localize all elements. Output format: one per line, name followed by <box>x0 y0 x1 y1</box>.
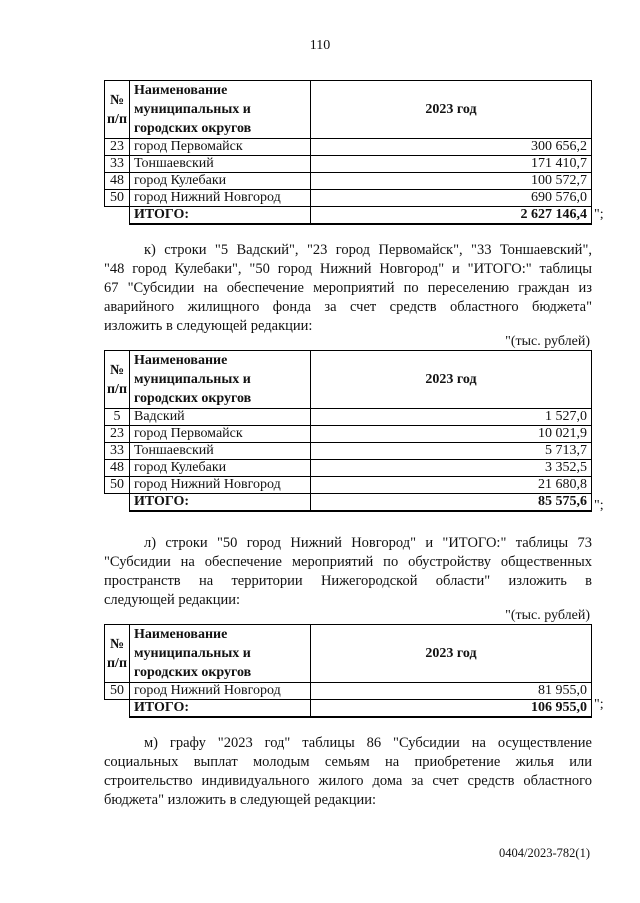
row-value: 1 527,0 <box>311 409 592 426</box>
table-row <box>105 139 592 156</box>
table-header <box>105 625 592 683</box>
table-row <box>105 190 592 207</box>
row-name: город Нижний Новгород <box>130 190 311 207</box>
row-value: 171 410,7 <box>311 156 592 173</box>
total-label: ИТОГО: <box>130 700 311 718</box>
row-name: город Нижний Новгород <box>130 477 311 494</box>
paragraph-line: пространств на территории Нижегородской области" изложить в <box>104 573 592 589</box>
paragraph-line: социальных выплат молодым семьям на приобретение жилья или <box>104 754 592 770</box>
table-row <box>105 173 592 190</box>
row-num: 33 <box>105 156 130 173</box>
total-label: ИТОГО: <box>130 207 311 225</box>
row-name: Вадский <box>130 409 311 426</box>
header-year: 2023 год <box>311 351 592 409</box>
paragraph-line: изложить в следующей редакции: <box>104 318 313 334</box>
row-value: 81 955,0 <box>311 683 592 700</box>
row-num: 23 <box>105 426 130 443</box>
table-1 <box>104 80 592 225</box>
unit-label: "(тыс. рублей) <box>505 608 590 623</box>
header-name: Наименование муниципальных и городских округов <box>130 625 311 683</box>
row-value: 3 352,5 <box>311 460 592 477</box>
paragraph-line: к) строки "5 Вадский", "23 город Первомайск", "33 Тоншаевский", <box>144 242 592 258</box>
paragraph-m <box>104 734 592 810</box>
row-name: город Первомайск <box>130 139 311 156</box>
row-name: город Нижний Новгород <box>130 683 311 700</box>
row-value: 100 572,7 <box>311 173 592 190</box>
row-num: 33 <box>105 443 130 460</box>
row-num: 50 <box>105 477 130 494</box>
row-num: 48 <box>105 173 130 190</box>
total-value: 2 627 146,4 <box>311 207 592 225</box>
table-row <box>105 409 592 426</box>
paragraph-l <box>104 534 592 610</box>
row-num: 5 <box>105 409 130 426</box>
header-num: № п/п <box>105 81 130 139</box>
total-row <box>105 700 592 718</box>
row-value: 690 576,0 <box>311 190 592 207</box>
table-3-tail: "; <box>594 697 604 712</box>
row-num: 50 <box>105 683 130 700</box>
unit-label: "(тыс. рублей) <box>505 334 590 349</box>
page-number: 110 <box>309 38 331 53</box>
paragraph-line: л) строки "50 город Нижний Новгород" и "ИТОГО:" таблицы 73 <box>144 535 592 551</box>
table-2 <box>104 350 592 512</box>
paragraph-k <box>104 241 592 336</box>
document-code: 0404/2023-782(1) <box>499 846 590 860</box>
header-year: 2023 год <box>311 81 592 139</box>
row-num: 50 <box>105 190 130 207</box>
table-row <box>105 426 592 443</box>
row-num: 23 <box>105 139 130 156</box>
total-value: 85 575,6 <box>311 494 592 512</box>
table-row <box>105 477 592 494</box>
row-name: город Кулебаки <box>130 173 311 190</box>
row-value: 10 021,9 <box>311 426 592 443</box>
header-num: № п/п <box>105 351 130 409</box>
table-row <box>105 443 592 460</box>
paragraph-line: аварийного жилищного фонда за счет средств областного бюджета" <box>104 299 592 315</box>
table-3 <box>104 624 592 718</box>
paragraph-line: "48 город Кулебаки", "50 город Нижний Новгород" и "ИТОГО:" таблицы <box>104 261 592 277</box>
row-name: город Кулебаки <box>130 460 311 477</box>
total-label: ИТОГО: <box>130 494 311 512</box>
total-row <box>105 207 592 225</box>
table-1-tail: "; <box>594 207 604 222</box>
paragraph-line: м) графу "2023 год" таблицы 86 "Субсидии на осуществление <box>144 735 592 751</box>
header-name: Наименование муниципальных и городских округов <box>130 351 311 409</box>
table-row <box>105 460 592 477</box>
row-name: город Первомайск <box>130 426 311 443</box>
row-value: 21 680,8 <box>311 477 592 494</box>
total-row <box>105 494 592 512</box>
row-value: 300 656,2 <box>311 139 592 156</box>
paragraph-line: строительство индивидуального жилого дома за счет средств областного <box>104 773 592 789</box>
table-header <box>105 81 592 139</box>
row-name: Тоншаевский <box>130 443 311 460</box>
paragraph-line: "Субсидии на обеспечение мероприятий по обустройству общественных <box>104 554 592 570</box>
header-year: 2023 год <box>311 625 592 683</box>
table-2-tail: "; <box>594 498 604 513</box>
header-num: № п/п <box>105 625 130 683</box>
paragraph-line: следующей редакции: <box>104 592 241 608</box>
table-row <box>105 156 592 173</box>
paragraph-line: бюджета" изложить в следующей редакции: <box>104 792 377 808</box>
total-value: 106 955,0 <box>311 700 592 718</box>
row-num: 48 <box>105 460 130 477</box>
table-header <box>105 351 592 409</box>
paragraph-line: 67 "Субсидии на обеспечение мероприятий по переселению граждан из <box>104 280 592 296</box>
row-name: Тоншаевский <box>130 156 311 173</box>
row-value: 5 713,7 <box>311 443 592 460</box>
table-row <box>105 683 592 700</box>
header-name: Наименование муниципальных и городских округов <box>130 81 311 139</box>
